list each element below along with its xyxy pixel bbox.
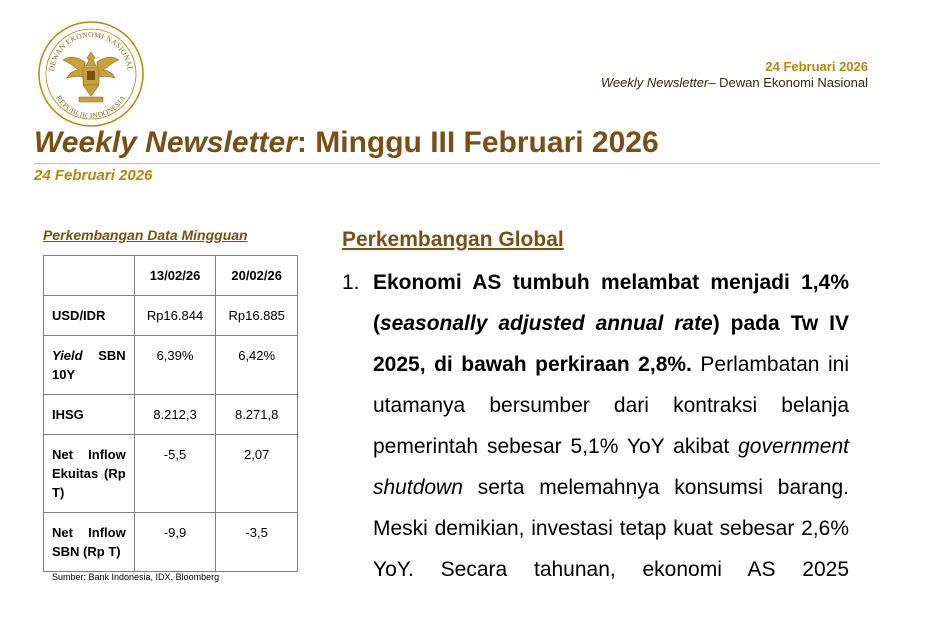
- table-header-row: [44, 256, 298, 296]
- header-sub-rest: – Dewan Ekonomi Nasional: [708, 75, 868, 90]
- cell-value: 6,39%: [134, 336, 216, 395]
- svg-text:REPUBLIK INDONESIA: REPUBLIK INDONESIA: [54, 93, 128, 121]
- cell-value: Rp16.885: [216, 296, 298, 336]
- paragraph-bold-lead: Ekonomi AS tumbuh melambat menjadi 1,4% (seasonally adjusted annual rate) pada Tw IV 2025, di bawah perkiraan 2,8%.: [373, 271, 849, 376]
- cell-value: 2,07: [216, 435, 298, 513]
- paragraph-italic: government shutdown: [373, 435, 849, 499]
- page-title-rest: : Minggu III Februari 2026: [296, 126, 659, 159]
- table-row: [44, 395, 298, 435]
- cell-value: -9,9: [134, 513, 216, 572]
- paragraph-bold-italic: seasonally adjusted annual rate: [380, 312, 713, 335]
- table-row: [44, 336, 298, 395]
- column-header: 13/02/26: [134, 256, 216, 296]
- cell-value: 8.271,8: [216, 395, 298, 435]
- row-label: Net Inflow SBN (Rp T): [44, 513, 135, 572]
- table-source-note: Sumber: Bank Indonesia, IDX, Bloomberg: [52, 572, 220, 582]
- title-divider: [34, 163, 880, 164]
- page-subtitle-date: 24 Februari 2026: [34, 167, 153, 184]
- list-item-paragraph: [373, 262, 849, 590]
- cell-value: 8.212,3: [134, 395, 216, 435]
- cell-value: -3,5: [216, 513, 298, 572]
- table-corner-cell: [44, 256, 135, 296]
- header-date: 24 Februari 2026: [765, 59, 868, 74]
- header-newsletter-label: [601, 75, 868, 90]
- row-label: Net Inflow Ekuitas (Rp T): [44, 435, 135, 513]
- paragraph-text: serta melemahnya konsumsi barang. Meski demikian, investasi tetap kuat sebesar 2,6% YoY. Secara tahunan, ekonomi AS 2025: [373, 476, 849, 581]
- svg-text:DEWAN EKONOMI NASIONAL: DEWAN EKONOMI NASIONAL: [47, 29, 135, 72]
- column-header: 20/02/26: [216, 256, 298, 296]
- cell-value: -5,5: [134, 435, 216, 513]
- list-item-number: 1.: [342, 271, 360, 294]
- row-label-rest: SBN 10Y: [52, 348, 126, 382]
- row-label: USD/IDR: [44, 296, 135, 336]
- row-label: IHSG: [44, 395, 135, 435]
- garuda-emblem-logo: [37, 20, 145, 128]
- row-label: [44, 336, 135, 395]
- cell-value: Rp16.844: [134, 296, 216, 336]
- row-label-italic: Yield: [52, 348, 83, 363]
- page-title-italic: Weekly Newsletter: [34, 126, 297, 159]
- table-row: [44, 513, 298, 572]
- paragraph-text: Perlambatan ini utamanya bersumber dari kontraksi belanja pemerintah sebesar 5,1% YoY akibat: [373, 353, 850, 458]
- table-row: [44, 435, 298, 513]
- weekly-data-heading: Perkembangan Data Mingguan: [43, 227, 248, 243]
- page-title: [34, 126, 659, 160]
- table-row: [44, 296, 298, 336]
- global-section-heading: Perkembangan Global: [342, 228, 564, 251]
- weekly-data-table: [43, 255, 298, 572]
- cell-value: 6,42%: [216, 336, 298, 395]
- header-sub-italic: Weekly Newsletter: [600, 75, 709, 90]
